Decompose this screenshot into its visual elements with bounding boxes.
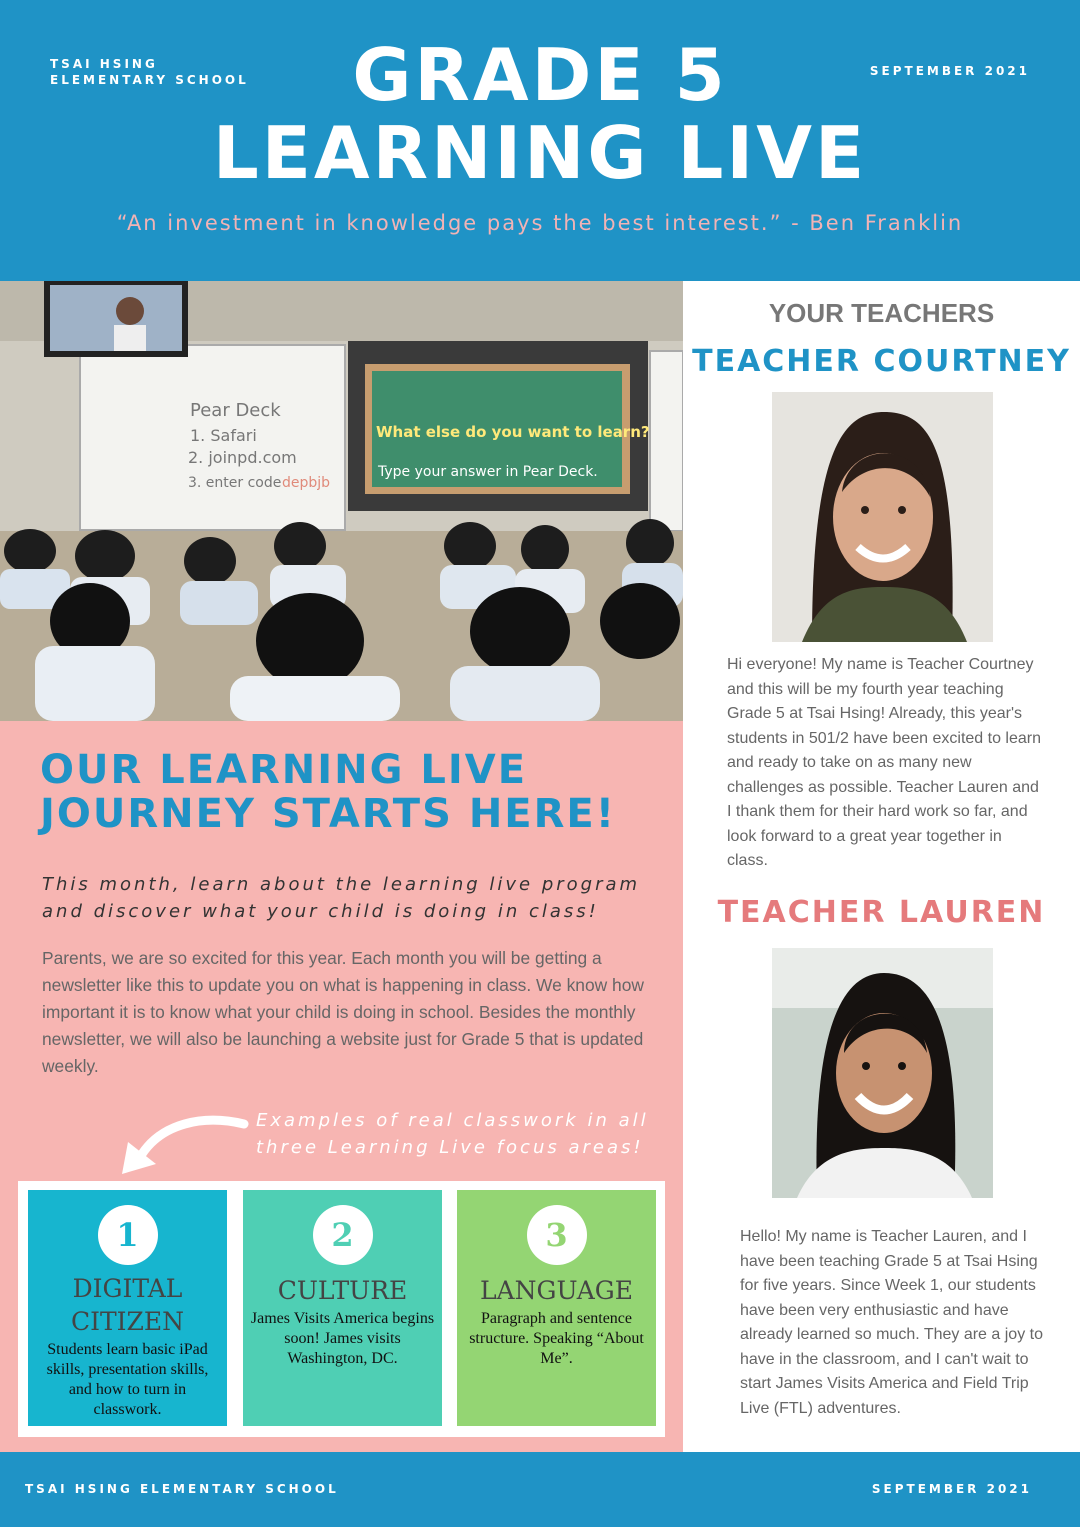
focus-description: Students learn basic iPad skills, presentation skills, and how to turn in classwork. <box>46 1341 209 1418</box>
focus-title: CULTURE <box>277 1276 408 1305</box>
school-name-line2: ELEMENTARY SCHOOL <box>50 73 249 87</box>
school-name-line1: TSAI HSING <box>50 57 158 71</box>
teachers-heading: YOUR TEACHERS <box>768 298 995 328</box>
teacher-courtney-name: TEACHER COURTNEY <box>692 344 1071 379</box>
journey-heading-line1: OUR LEARNING LIVE <box>40 747 528 793</box>
classroom-illustration <box>0 281 683 721</box>
board-code: depbjb <box>282 475 331 491</box>
focus-card-digital-citizen <box>28 1190 227 1426</box>
focus-title <box>28 1272 227 1338</box>
footer-school-name: TSAI HSING ELEMENTARY SCHOOL <box>25 1482 339 1496</box>
journey-paragraph: Parents, we are so excited for this year. Each month you will be getting a newsletter like this to update you on what is happening in class. We know how important it is to know what your child is doing in school. Besides the monthly newsletter, we will also be launching a website just for Grade 5 that is updated weekly. <box>42 948 644 1076</box>
board-note-3: 2. joinpd.com <box>188 448 297 467</box>
classroom-photo <box>0 281 683 721</box>
title-line2: LEARNING LIVE <box>212 111 868 195</box>
screen-question: What else do you want to learn? <box>376 423 650 441</box>
teacher-courtney-portrait <box>772 392 993 642</box>
board-note-4: 3. enter code <box>188 475 282 491</box>
teacher-lauren-photo <box>772 948 993 1198</box>
focus-number-badge: 3 <box>527 1205 587 1265</box>
focus-number-badge: 2 <box>313 1205 373 1265</box>
teacher-lauren-bio: Hello! My name is Teacher Lauren, and I have been teaching Grade 5 at Tsai Hsing for five years. Since Week 1, our students have been very enthusiastic and have already learned so much. They are a joy to have in the classroom, and I can't wait to start James Visits America and Field Trip Live (FTL) adventures. <box>740 1228 1043 1417</box>
teacher-lauren-portrait <box>772 948 993 1198</box>
focus-title: LANGUAGE <box>479 1276 634 1305</box>
focus-card-culture <box>243 1190 442 1426</box>
quote: “An investment in knowledge pays the best interest.” - Ben Franklin <box>116 211 964 235</box>
journey-heading-line2: JOURNEY STARTS HERE! <box>40 791 616 837</box>
journey-intro: This month, learn about the learning live program and discover what your child is doing in class! <box>42 874 641 922</box>
journey-heading <box>40 748 616 836</box>
newsletter-title <box>0 33 1080 195</box>
board-note-1: Pear Deck <box>190 400 281 421</box>
teacher-courtney-bio: Hi everyone! My name is Teacher Courtney and this will be my fourth year teaching Grade 5 at Tsai Hsing! Already, this year's students in 501/2 have been excited to learn and ready to take on as many new challenges as possible. Teacher Lauren and I thank them for their hard work so far, and look forward to a great year together in class. <box>727 656 1041 869</box>
issue-date-header: SEPTEMBER 2021 <box>869 64 1030 78</box>
footer-date: SEPTEMBER 2021 <box>871 1482 1032 1496</box>
title-line1: GRADE 5 <box>352 33 728 117</box>
curved-arrow-icon <box>112 1112 252 1182</box>
board-note-2: 1. Safari <box>190 426 257 445</box>
focus-description: James Visits America begins soon! James visits Washington, DC. <box>250 1310 435 1367</box>
focus-description: Paragraph and sentence structure. Speaking “About Me”. <box>469 1310 644 1367</box>
focus-card-language <box>457 1190 656 1426</box>
focus-title-line2: CITIZEN <box>70 1307 185 1336</box>
teacher-lauren-name: TEACHER LAUREN <box>717 895 1046 930</box>
examples-note: Examples of real classwork in all three Learning Live focus areas! <box>256 1110 649 1158</box>
screen-prompt: Type your answer in Pear Deck. <box>378 464 598 480</box>
focus-number-badge: 1 <box>98 1205 158 1265</box>
focus-title-line1: DIGITAL <box>72 1274 183 1303</box>
teacher-courtney-photo <box>772 392 993 642</box>
